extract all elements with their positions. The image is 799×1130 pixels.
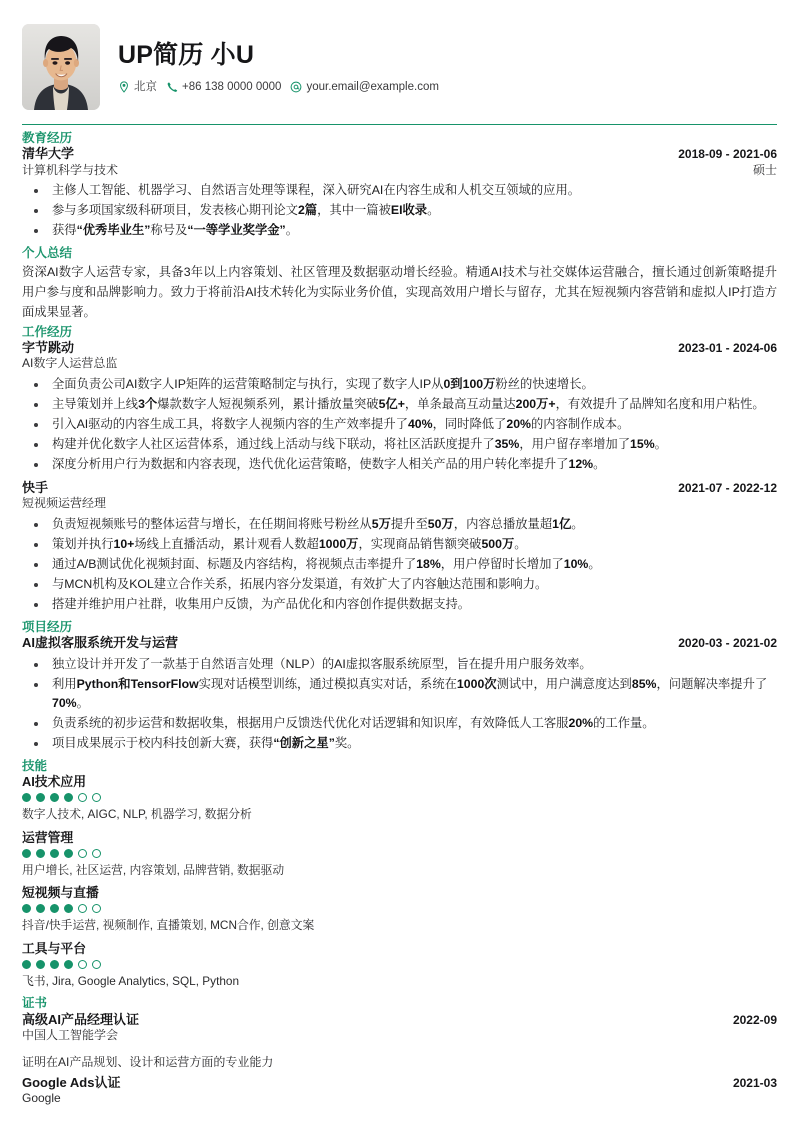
skill-level-indicator [22,960,777,969]
entry-bullet: 项目成果展示于校内科技创新大赛，获得“创新之星”奖。 [22,734,777,753]
section-title-work: 工作经历 [22,324,73,339]
entry-bullet: 与MCN机构及KOL建立合作关系，拓展内容分发渠道，有效扩大了内容触达范围和影响力。 [22,575,777,594]
skill-keywords: 用户增长, 社区运营, 内容策划, 品牌营销, 数据驱动 [22,862,285,877]
skill-name: 工具与平台 [22,940,86,956]
skill-level-dot [64,904,73,913]
section-skills [22,759,777,989]
skill-level-dot [36,904,45,913]
skill-level-dot [64,960,73,969]
resume-header [22,24,777,120]
skill-level-dot [78,960,87,969]
entry-subheader [22,356,777,372]
entry-role: 计算机科学与技术 [22,162,119,177]
entry-bullet: 通过A/B测试优化视频封面、标题及内容结构，将视频点击率提升了18%，用户停留时长增加了10%。 [22,555,777,574]
skill-list [22,774,777,989]
skill-keywords: 数字人技术, AIGC, NLP, 机器学习, 数据分析 [22,807,252,822]
entry-header [22,480,777,496]
entry-bullet: 主导策划并上线3个爆款数字人短视频系列，累计播放量突破5亿+，单条最高互动量达200万+，有效提升了品牌知名度和用户粘性。 [22,395,777,414]
skill-level-dot [50,904,59,913]
section-title-education: 教育经历 [22,131,73,145]
entry-bullet: 搭建并维护用户社群，收集用户反馈，为产品优化和内容创作提供数据支持。 [22,595,777,614]
skill-level-dot [22,960,31,969]
contact-email-text: your.email@example.com [306,80,439,93]
section-projects [22,620,777,753]
resume-entry [22,635,777,752]
header-text-block [118,24,777,94]
skill-level-dot [50,793,59,802]
entry-bullet: 引入AI驱动的内容生成工具，将数字人视频内容的生产效率提升了40%，同时降低了20%的内容制作成本。 [22,415,777,434]
certificate-issuer: 中国人工智能学会 [22,1027,119,1042]
resume-entry [22,340,777,474]
entry-organization: 快手 [22,480,49,496]
skill-keywords: 抖音/快手运营, 视频制作, 直播策划, MCN合作, 创意文案 [22,918,315,933]
skill-level-dot [36,793,45,802]
section-summary [22,246,777,322]
entry-bullet-list [22,515,777,614]
certificate-issuer: Google [22,1090,61,1105]
skill-level-dot [92,904,101,913]
entry-subheader [22,163,777,179]
education-entries [22,146,777,240]
skill-level-dot [64,793,73,802]
entry-bullet: 独立设计并开发了一款基于自然语言处理（NLP）的AI虚拟客服系统原型，旨在提升用户服务效率。 [22,655,777,674]
entry-header [22,146,777,162]
skill-level-dot [92,793,101,802]
certificate-description: 证明在AI产品规划、设计和运营方面的专业能力 [22,1054,274,1069]
entry-bullet: 全面负责公司AI数字人IP矩阵的运营策略制定与执行，实现了数字人IP从0到100万粉丝的快速增长。 [22,375,777,394]
entry-bullet: 深度分析用户行为数据和内容表现，迭代优化运营策略，使数字人相关产品的用户转化率提升了12%。 [22,455,777,474]
entry-header [22,340,777,356]
entry-bullet: 负责系统的初步运营和数据收集，根据用户反馈迭代优化对话逻辑和知识库，有效降低人工客服20%的工作量。 [22,714,777,733]
skill-item [22,941,777,990]
skill-level-dot [36,960,45,969]
skill-level-dot [50,849,59,858]
entry-header [22,635,777,651]
section-work [22,325,777,615]
skill-level-dot [78,904,87,913]
skill-keywords: 飞书, Jira, Google Analytics, SQL, Python [22,973,240,988]
section-title-skills: 技能 [22,758,48,773]
entry-date: 2023-01 - 2024-06 [678,340,777,355]
skill-level-dot [78,849,87,858]
entry-organization: 清华大学 [22,146,75,162]
entry-bullet: 构建并优化数字人社区运营体系，通过线上活动与线下联动，将社区活跃度提升了35%，用户留存率增加了15%。 [22,435,777,454]
entry-role: 短视频运营经理 [22,496,107,511]
section-title-projects: 项目经历 [22,620,73,635]
skill-level-dot [64,849,73,858]
skill-level-dot [36,849,45,858]
certificate-entry [22,1075,777,1107]
skill-level-dot [50,960,59,969]
entry-date: 2020-03 - 2021-02 [678,636,777,651]
skill-level-dot [22,793,31,802]
entry-subheader [22,496,777,512]
location-pin-icon [118,81,130,93]
contact-phone-text: +86 138 0000 0000 [182,80,282,93]
section-title-summary: 个人总结 [22,246,73,261]
resume-entry [22,146,777,240]
certificate-entry [22,1012,777,1071]
contact-location-text: 北京 [134,80,157,93]
section-certificates [22,996,777,1106]
work-entries [22,340,777,614]
skill-level-dot [92,960,101,969]
entry-date: 2021-07 - 2022-12 [678,481,777,496]
certificate-list [22,1012,777,1107]
skill-item [22,885,777,934]
entry-bullet-list [22,655,777,753]
project-entries [22,635,777,752]
skill-level-dot [22,849,31,858]
resume-entry [22,480,777,614]
skill-item [22,830,777,879]
skill-level-indicator [22,849,777,858]
entry-organization: AI虚拟客服系统开发与运营 [22,635,179,651]
contact-email [290,81,438,95]
entry-extra: 硕士 [752,162,777,177]
entry-organization: 字节跳动 [22,339,75,355]
skill-name: 运营管理 [22,829,74,845]
entry-date: 2018-09 - 2021-06 [678,147,777,162]
certificate-date: 2022-09 [732,1012,777,1027]
skill-level-dot [92,849,101,858]
entry-bullet: 利用Python和TensorFlow实现对话模型训练，通过模拟真实对话，系统在1000次测试中，用户满意度达到85%，问题解决率提升了70%。 [22,675,777,713]
skill-name: AI技术应用 [22,774,86,790]
skill-level-dot [78,793,87,802]
entry-bullet: 策划并执行10+场线上直播活动，累计观看人数超1000万，实现商品销售额突破500万。 [22,535,777,554]
skill-item [22,774,777,823]
certificate-name: 高级AI产品经理认证 [22,1011,140,1027]
phone-icon [166,81,178,93]
summary-text: 资深AI数字人运营专家，具备3年以上内容策划、社区管理及数据驱动增长经验。精通AI技术与社交媒体运营融合，擅长通过创新策略提升用户参与度和品牌影响力。致力于将前沿AI技术转化为实际业务价值，实现高效用户增长与留存，尤其在短视频内容营销和虚拟人IP打造方面成果显著。 [22,264,777,320]
certificate-date: 2021-03 [732,1075,777,1090]
contact-phone [166,81,281,95]
certificate-header [22,1012,777,1028]
entry-bullet-list [22,375,777,474]
skill-level-indicator [22,793,777,802]
skill-name: 短视频与直播 [22,885,99,901]
avatar [22,24,100,110]
skill-level-dot [22,904,31,913]
entry-bullet: 负责短视频账号的整体运营与增长，在任期间将账号粉丝从5万提升至50万，内容总播放量超1亿。 [22,515,777,534]
section-title-certificates: 证书 [22,996,48,1011]
entry-bullet: 主修人工智能、机器学习、自然语言处理等课程，深入研究AI在内容生成和人机交互领域的应用。 [22,181,777,200]
entry-bullet: 获得“优秀毕业生”称号及“一等学业奖学金”。 [22,221,777,240]
contact-location [118,81,157,95]
contact-list [118,81,777,95]
section-education [22,131,777,240]
entry-bullet-list [22,181,777,240]
skill-level-indicator [22,904,777,913]
header-divider [22,124,777,125]
entry-role: AI数字人运营总监 [22,356,118,371]
entry-bullet: 参与多项国家级科研项目，发表核心期刊论文2篇，其中一篇被EI收录。 [22,201,777,220]
certificate-header [22,1075,777,1091]
email-at-icon [290,81,302,93]
certificate-name: Google Ads认证 [22,1074,121,1090]
page-title: UP简历 小U [118,41,255,69]
